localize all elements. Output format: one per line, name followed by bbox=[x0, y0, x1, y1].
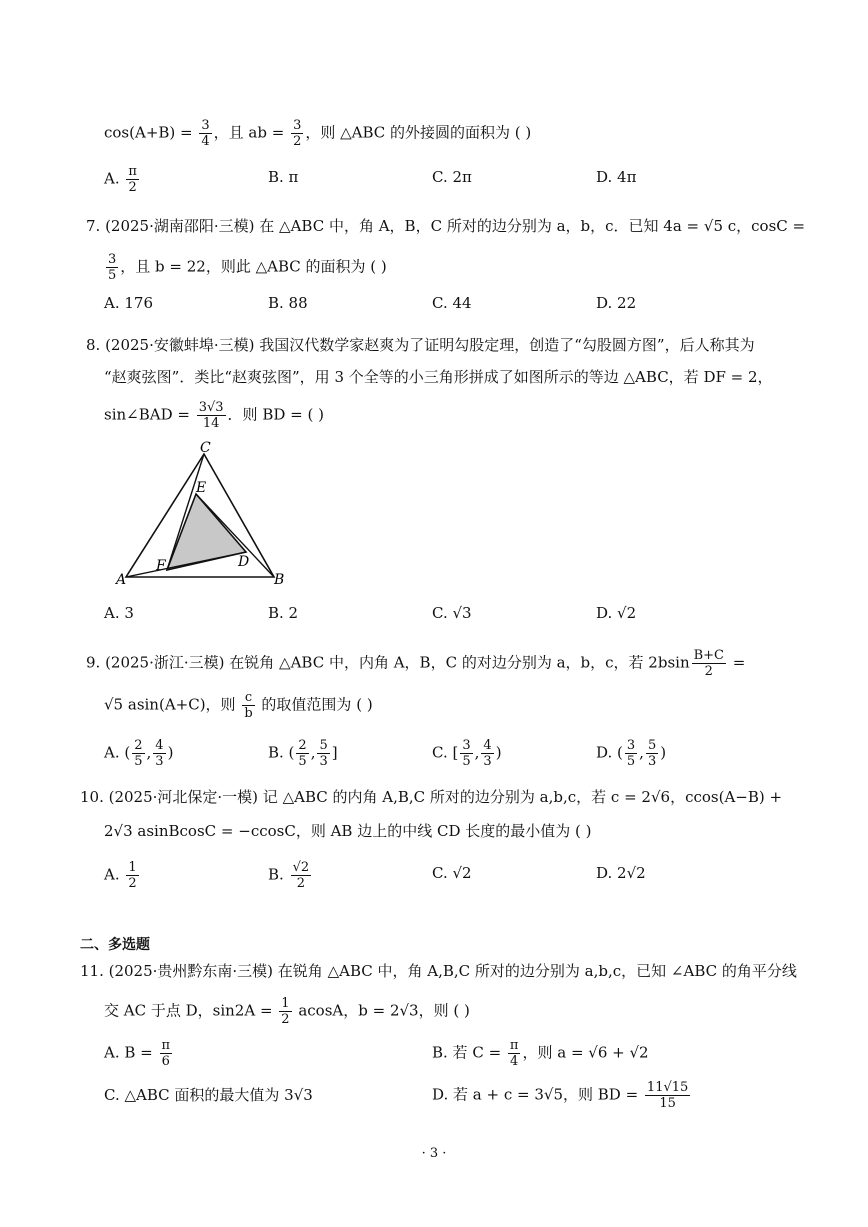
q9-line-1 bbox=[86, 648, 745, 679]
q9-line-2-part: √5 asin(A+C)，则 bbox=[104, 695, 241, 714]
frac-num: 5 bbox=[647, 738, 657, 753]
q9-line-2-part: 的取值范围为 ( ) bbox=[256, 695, 373, 714]
frac-num: π bbox=[509, 1038, 519, 1053]
frac-den: 2 bbox=[296, 876, 305, 891]
frac-num: π bbox=[128, 164, 137, 179]
label-c: C bbox=[200, 440, 211, 456]
label-f: F bbox=[156, 558, 166, 574]
q9-option-a[interactable] bbox=[104, 738, 173, 769]
fraction bbox=[296, 738, 308, 769]
bracket: ) bbox=[167, 743, 174, 762]
page-number: · 3 · bbox=[421, 1146, 447, 1161]
frac-den: b bbox=[244, 706, 253, 721]
option-label: B. bbox=[268, 865, 284, 884]
frac-den: 4 bbox=[510, 1054, 519, 1069]
q11-line-1: 11. (2025·贵州黔东南·三模) 在锐角 △ABC 中，角 A,B,C 所对的边分别为 a,b,c，已知 ∠ABC 的角平分线 bbox=[80, 962, 797, 980]
fraction bbox=[460, 738, 472, 769]
comma: , bbox=[474, 743, 480, 762]
label-b: B bbox=[274, 572, 285, 588]
frac-den: 2 bbox=[704, 664, 713, 679]
label-e: E bbox=[196, 480, 207, 496]
frac-den: 5 bbox=[134, 754, 143, 769]
q7-line-1: 7. (2025·湖南邵阳·三模) 在 △ABC 中，角 A，B，C 所对的边分别为 a，b，c．已知 4a = √5 c，cosC = bbox=[86, 217, 806, 235]
q9-option-b[interactable] bbox=[268, 738, 338, 769]
q11-line-2-part: acosA，b = 2√3，则 ( ) bbox=[293, 1001, 470, 1020]
frac-den: 14 bbox=[202, 416, 220, 431]
q10-option-b[interactable] bbox=[268, 860, 313, 891]
q6-stem-part: cos(A+B) = bbox=[104, 123, 198, 142]
frac-num: 1 bbox=[281, 996, 290, 1011]
fraction bbox=[126, 164, 139, 195]
comma: , bbox=[639, 743, 644, 762]
fraction bbox=[645, 1080, 690, 1111]
q10-option-a[interactable] bbox=[104, 860, 141, 891]
q6-option-b[interactable]: B. π bbox=[268, 168, 299, 186]
fraction bbox=[291, 118, 303, 149]
frac-num: 3√3 bbox=[198, 400, 224, 415]
fraction bbox=[508, 1038, 521, 1069]
frac-num: 4 bbox=[155, 738, 164, 753]
frac-den: 5 bbox=[108, 268, 117, 283]
q10-option-d[interactable]: D. 2√2 bbox=[596, 864, 646, 882]
frac-num: 3 bbox=[626, 738, 636, 753]
q9-line-2 bbox=[104, 690, 373, 721]
option-label: A. bbox=[104, 865, 120, 884]
frac-den: 5 bbox=[462, 754, 471, 769]
q8-line-1: 8. (2025·安徽蚌埠·三模) 我国汉代数学家赵爽为了证明勾股定理，创造了“勾股圆方图”，后人称其为 bbox=[86, 336, 755, 354]
fraction bbox=[317, 738, 329, 769]
q8-line-3-part: sin∠BAD = bbox=[104, 405, 195, 424]
frac-num: 4 bbox=[483, 738, 492, 753]
frac-num: 5 bbox=[319, 738, 328, 753]
label-d: D bbox=[238, 554, 250, 570]
frac-den: 6 bbox=[161, 1054, 170, 1069]
q8-line-3 bbox=[104, 400, 324, 431]
bracket: ) bbox=[495, 743, 502, 762]
frac-num: 2 bbox=[134, 738, 143, 753]
q11-option-b[interactable] bbox=[432, 1038, 649, 1069]
fraction bbox=[242, 690, 254, 721]
q11-option-a[interactable] bbox=[104, 1038, 174, 1069]
q10-line-2: 2√3 asinBcosC = −ccosC，则 AB 边上的中线 CD 长度的最小值为 ( ) bbox=[104, 822, 592, 840]
comma: , bbox=[310, 743, 316, 762]
q9-option-c[interactable] bbox=[432, 738, 502, 769]
frac-den: 3 bbox=[155, 754, 164, 769]
frac-num: 11√15 bbox=[646, 1080, 689, 1095]
q9-line-1-part: 9. (2025·浙江·三模) 在锐角 △ABC 中，内角 A，B，C 的对边分别为 a，b，c，若 2bsin bbox=[86, 653, 690, 672]
frac-num: 1 bbox=[128, 860, 137, 875]
bracket: ) bbox=[660, 743, 667, 762]
q8-option-a[interactable]: A. 3 bbox=[104, 604, 134, 622]
fraction bbox=[625, 738, 637, 769]
option-label: B. ( bbox=[268, 743, 295, 762]
frac-den: 4 bbox=[201, 134, 210, 149]
q6-option-c[interactable]: C. 2π bbox=[432, 168, 472, 186]
option-label: A. bbox=[104, 169, 120, 188]
q6-option-d[interactable]: D. 4π bbox=[596, 168, 637, 186]
frac-num: √2 bbox=[292, 860, 310, 875]
comma: , bbox=[146, 743, 152, 762]
frac-den: 2 bbox=[128, 180, 137, 195]
frac-den: 2 bbox=[128, 876, 137, 891]
frac-num: 2 bbox=[298, 738, 307, 753]
label-a: A bbox=[116, 572, 127, 588]
fraction bbox=[692, 648, 726, 679]
fraction bbox=[646, 738, 658, 769]
q7-option-b[interactable]: B. 88 bbox=[268, 294, 308, 312]
q7-option-d[interactable]: D. 22 bbox=[596, 294, 637, 312]
q8-option-b[interactable]: B. 2 bbox=[268, 604, 299, 622]
frac-num: B+C bbox=[693, 648, 725, 663]
q8-option-d[interactable]: D. √2 bbox=[596, 604, 637, 622]
q7-option-c[interactable]: C. 44 bbox=[432, 294, 472, 312]
section-heading: 二、多选题 bbox=[80, 937, 150, 953]
q6-option-a[interactable] bbox=[104, 164, 141, 195]
frac-num: 3 bbox=[293, 118, 302, 133]
fraction bbox=[197, 400, 226, 431]
q10-option-c[interactable]: C. √2 bbox=[432, 864, 472, 882]
frac-num: π bbox=[161, 1038, 171, 1053]
option-label: B. 若 C = bbox=[432, 1043, 506, 1062]
q8-line-3-part: ．则 BD = ( ) bbox=[227, 405, 324, 424]
q6-stem-part: ，且 ab = bbox=[213, 123, 290, 142]
q9-option-d[interactable] bbox=[596, 738, 666, 769]
q8-option-c[interactable]: C. √3 bbox=[432, 604, 472, 622]
q9-line-1-part: = bbox=[728, 653, 746, 672]
q11-line-2 bbox=[104, 996, 470, 1027]
q11-option-d[interactable] bbox=[432, 1080, 692, 1111]
frac-den: 3 bbox=[483, 754, 492, 769]
frac-num: c bbox=[242, 690, 254, 706]
bracket: ] bbox=[331, 743, 338, 762]
frac-den: 2 bbox=[281, 1012, 290, 1027]
fraction bbox=[291, 860, 312, 891]
q10-line-1: 10. (2025·河北保定·一模) 记 △ABC 的内角 A,B,C 所对的边分别为 a,b,c，若 c = 2√6，ccos(A−B) + bbox=[80, 788, 783, 806]
q6-stem bbox=[104, 118, 531, 149]
frac-den: 3 bbox=[647, 754, 657, 769]
fraction bbox=[481, 738, 493, 769]
fraction bbox=[160, 1038, 173, 1069]
option-label: A. ( bbox=[104, 743, 131, 762]
q6-stem-part: ，则 △ABC 的外接圆的面积为 ( ) bbox=[305, 123, 532, 142]
zhao-shuang-triangle-figure bbox=[112, 440, 292, 590]
option-text: ，则 a = √6 + √2 bbox=[522, 1043, 649, 1062]
frac-den: 2 bbox=[293, 134, 302, 149]
frac-den: 5 bbox=[298, 754, 307, 769]
option-label: D. ( bbox=[596, 743, 623, 762]
q7-option-a[interactable]: A. 176 bbox=[104, 294, 153, 312]
fraction bbox=[132, 738, 144, 769]
q11-line-2-part: 交 AC 于点 D，sin2A = bbox=[104, 1001, 278, 1020]
option-label: D. 若 a + c = 3√5，则 BD = bbox=[432, 1085, 643, 1104]
option-label: A. B = bbox=[104, 1043, 158, 1062]
fraction bbox=[199, 118, 211, 149]
q7-line-2 bbox=[104, 252, 387, 283]
frac-num: 3 bbox=[108, 252, 117, 267]
q11-option-c[interactable]: C. △ABC 面积的最大值为 3√3 bbox=[104, 1086, 313, 1104]
frac-den: 5 bbox=[626, 754, 636, 769]
q8-line-2: “赵爽弦图”．类比“赵爽弦图”，用 3 个全等的小三角形拼成了如图所示的等边 △ABC，若 DF = 2， bbox=[104, 368, 773, 386]
fraction bbox=[279, 996, 291, 1027]
fraction bbox=[126, 860, 138, 891]
frac-num: 3 bbox=[201, 118, 210, 133]
option-label: C. [ bbox=[432, 743, 459, 762]
q7-line-2-text: ，且 b = 22，则此 △ABC 的面积为 ( ) bbox=[120, 257, 387, 276]
fraction bbox=[153, 738, 165, 769]
frac-num: 3 bbox=[462, 738, 471, 753]
frac-den: 3 bbox=[319, 754, 328, 769]
frac-den: 15 bbox=[659, 1096, 676, 1111]
fraction bbox=[106, 252, 118, 283]
